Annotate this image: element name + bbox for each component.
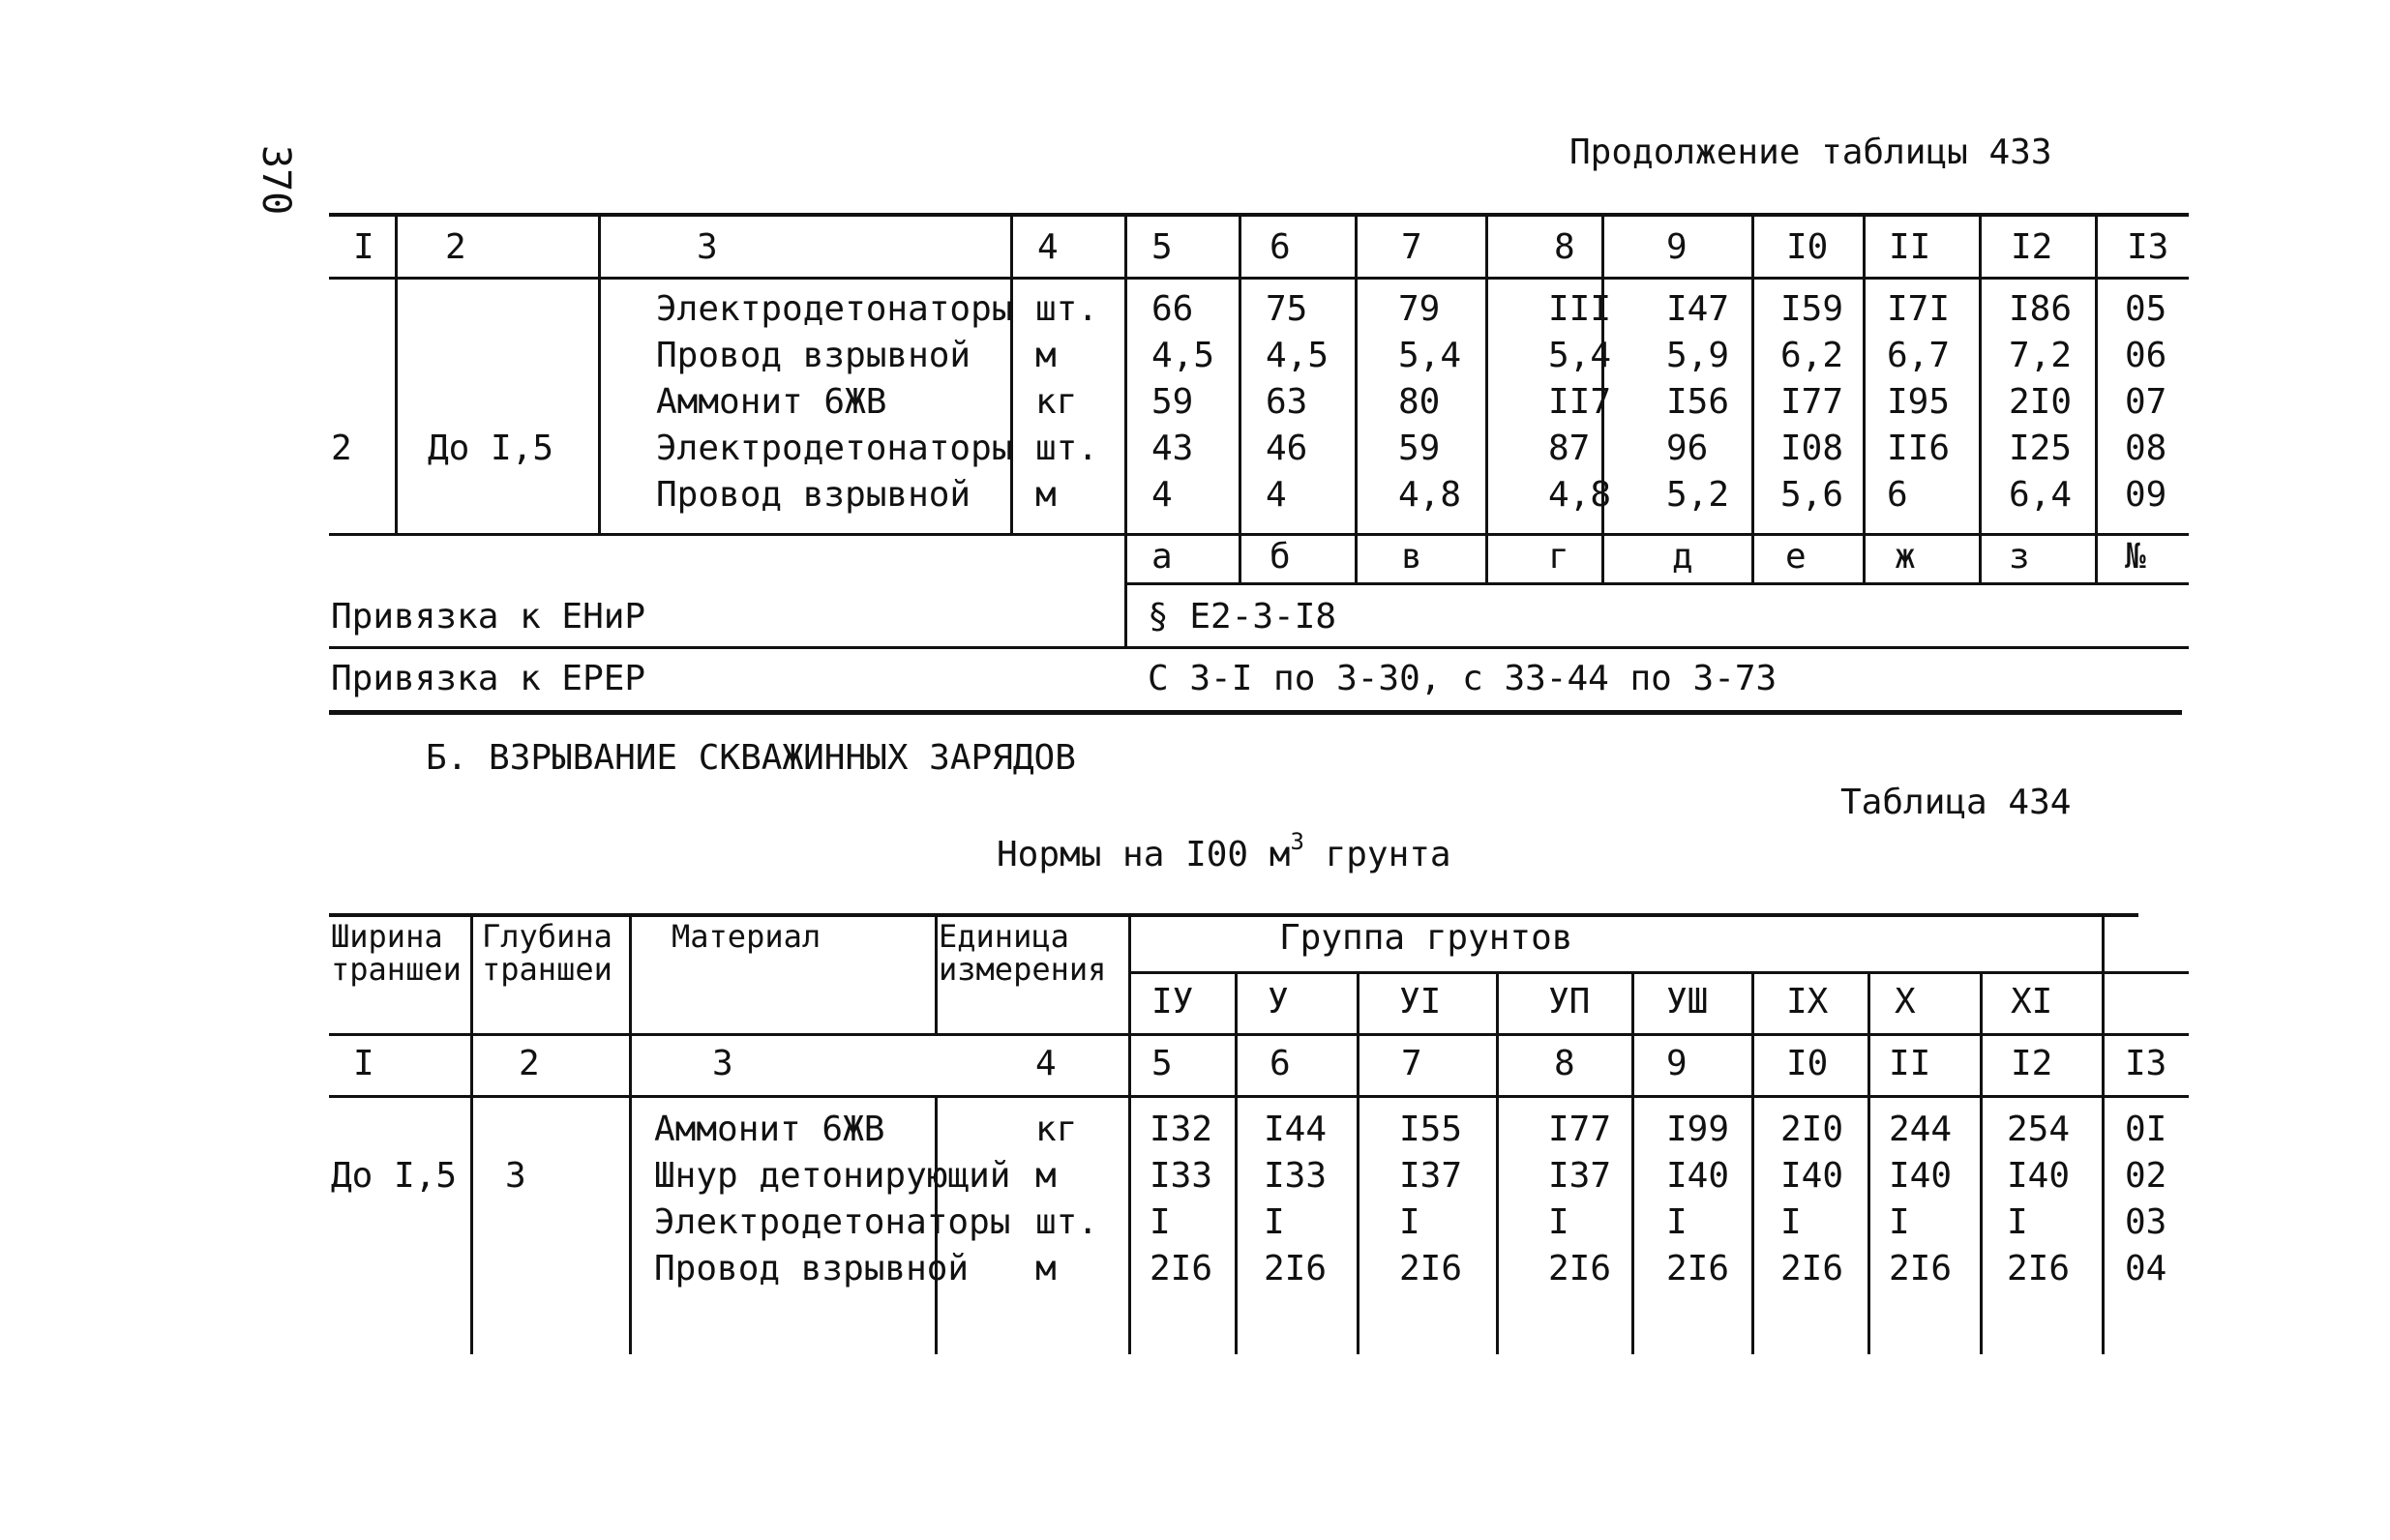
table-434-label: Таблица 434 bbox=[1840, 783, 2072, 822]
soil-group-label: IX bbox=[1786, 982, 1829, 1022]
column-number: II bbox=[1889, 1044, 1931, 1083]
row-code: 09 bbox=[2125, 475, 2167, 515]
section-b-title: Б. ВЗРЫВАНИЕ СКВАЖИННЫХ ЗАРЯДОВ bbox=[426, 738, 1076, 778]
column-number: 5 bbox=[1151, 227, 1173, 267]
row-code: 04 bbox=[2125, 1249, 2167, 1288]
column-number: 5 bbox=[1151, 1044, 1173, 1083]
table-cell: I40 bbox=[1889, 1156, 1953, 1196]
table-cell: 2I6 bbox=[1889, 1249, 1953, 1288]
table-cell: 75 bbox=[1266, 289, 1308, 329]
column-number: 7 bbox=[1401, 1044, 1422, 1083]
table-cell: I bbox=[1780, 1202, 1802, 1242]
table-rule-horizontal bbox=[329, 213, 2189, 217]
column-letter: г bbox=[1548, 537, 1569, 577]
table-rule-vertical bbox=[935, 915, 938, 1035]
unit-cell: м bbox=[1035, 336, 1057, 375]
soil-group-label: XI bbox=[2011, 982, 2053, 1022]
binding-enir-label: Привязка к ЕНиР bbox=[331, 597, 646, 637]
table-cell: 4 bbox=[1151, 475, 1173, 515]
row-code: 03 bbox=[2125, 1202, 2167, 1242]
table-rule-vertical bbox=[1867, 1035, 1870, 1097]
table-rule-vertical bbox=[1631, 1097, 1634, 1354]
table-cell: I7I bbox=[1887, 289, 1951, 329]
table-rule-vertical bbox=[1751, 973, 1754, 1035]
table-cell: 80 bbox=[1398, 382, 1441, 422]
soil-group-label: УП bbox=[1548, 982, 1591, 1022]
material-name: Провод взрывной bbox=[656, 336, 971, 375]
table-rule-vertical bbox=[470, 1035, 473, 1097]
table-cell: 7,2 bbox=[2009, 336, 2073, 375]
unit-cell: кг bbox=[1035, 1110, 1078, 1149]
table-rule-vertical bbox=[1235, 973, 1238, 1035]
table-rule-vertical bbox=[1239, 215, 1241, 584]
header-width-l1: Ширина bbox=[331, 918, 443, 955]
table-cell: 2I0 bbox=[2009, 382, 2073, 422]
table-cell: I33 bbox=[1264, 1156, 1328, 1196]
table-rule-vertical bbox=[1867, 1097, 1870, 1354]
table-cell: 66 bbox=[1151, 289, 1194, 329]
norms-title bbox=[997, 828, 1451, 874]
table-cell: 4,5 bbox=[1266, 336, 1329, 375]
row-code: 08 bbox=[2125, 429, 2167, 468]
table-cell: I37 bbox=[1399, 1156, 1463, 1196]
material-name: Электродетонаторы bbox=[656, 289, 1013, 329]
header-depth-l1: Глубина bbox=[482, 918, 612, 955]
table-cell: I bbox=[1666, 1202, 1688, 1242]
table-rule-vertical bbox=[470, 915, 473, 1035]
column-number: 6 bbox=[1270, 227, 1291, 267]
depth-value: 3 bbox=[505, 1156, 526, 1196]
header-depth-l2: траншеи bbox=[482, 951, 612, 988]
header-unit-l1: Единица bbox=[939, 918, 1069, 955]
table-cell: I95 bbox=[1887, 382, 1951, 422]
soil-group-label: УШ bbox=[1666, 982, 1709, 1022]
table-cell: 5,4 bbox=[1548, 336, 1612, 375]
table-rule-vertical bbox=[2095, 215, 2098, 584]
table-rule-vertical bbox=[1128, 1035, 1131, 1097]
table-rule-vertical bbox=[1980, 1035, 1983, 1097]
norms-title-prefix: Нормы на I00 м bbox=[997, 835, 1291, 874]
column-number: I bbox=[353, 227, 374, 267]
column-number: 2 bbox=[445, 227, 466, 267]
table-rule-vertical bbox=[1355, 215, 1358, 584]
table-cell: 2I6 bbox=[2007, 1249, 2071, 1288]
column-number: 4 bbox=[1037, 227, 1059, 267]
table-rule-vertical bbox=[1010, 215, 1013, 535]
table-433-caption: Продолжение таблицы 433 bbox=[1569, 133, 2052, 172]
column-number: I3 bbox=[2127, 227, 2169, 267]
table-cell: I55 bbox=[1399, 1110, 1463, 1149]
table-cell: 6,4 bbox=[2009, 475, 2073, 515]
header-width-l2: траншеи bbox=[331, 951, 462, 988]
table-cell: I bbox=[1264, 1202, 1285, 1242]
width-label: До I,5 bbox=[428, 429, 554, 468]
table-rule-vertical bbox=[598, 215, 601, 535]
table-cell: 6,2 bbox=[1780, 336, 1844, 375]
table-cell: I bbox=[2007, 1202, 2028, 1242]
column-letter: а bbox=[1151, 537, 1173, 577]
norms-title-suffix: грунта bbox=[1303, 835, 1451, 874]
row-code: 07 bbox=[2125, 382, 2167, 422]
column-number: 8 bbox=[1554, 1044, 1575, 1083]
material-name: Электродетонаторы bbox=[654, 1202, 1011, 1242]
table-cell: 79 bbox=[1398, 289, 1441, 329]
table-rule-horizontal bbox=[329, 533, 2189, 536]
table-rule-horizontal bbox=[329, 1033, 2189, 1036]
binding-enir-value: § Е2-3-I8 bbox=[1148, 597, 1337, 637]
header-soil-group: Группа грунтов bbox=[1279, 918, 1573, 958]
column-number: 8 bbox=[1554, 227, 1575, 267]
table-rule-vertical bbox=[1496, 1097, 1499, 1354]
table-cell: 87 bbox=[1548, 429, 1591, 468]
column-number: 6 bbox=[1270, 1044, 1291, 1083]
table-rule-vertical bbox=[1863, 215, 1866, 584]
table-rule-horizontal bbox=[329, 277, 2189, 280]
table-rule-vertical bbox=[1751, 1035, 1754, 1097]
norms-title-sup: 3 bbox=[1290, 828, 1304, 855]
table-cell: 2I6 bbox=[1399, 1249, 1463, 1288]
column-number: I0 bbox=[1786, 1044, 1829, 1083]
table-rule-vertical bbox=[1751, 1097, 1754, 1354]
table-rule-vertical bbox=[1124, 584, 1127, 646]
table-cell: 2I6 bbox=[1548, 1249, 1612, 1288]
column-number: 4 bbox=[1035, 1044, 1057, 1083]
column-letter: ж bbox=[1895, 537, 1916, 577]
table-cell: I bbox=[1150, 1202, 1171, 1242]
table-rule-vertical bbox=[1485, 215, 1488, 584]
unit-cell: шт. bbox=[1035, 1202, 1099, 1242]
table-cell: 59 bbox=[1151, 382, 1194, 422]
table-cell: 4,8 bbox=[1548, 475, 1612, 515]
table-cell: I08 bbox=[1780, 429, 1844, 468]
table-rule-vertical bbox=[1496, 973, 1499, 1035]
row-code: 0I bbox=[2125, 1110, 2167, 1149]
header-material: Материал bbox=[672, 918, 822, 955]
table-rule-horizontal bbox=[329, 1095, 2189, 1098]
table-cell: 96 bbox=[1666, 429, 1709, 468]
table-rule-vertical bbox=[629, 1097, 632, 1354]
material-name: Аммонит 6ЖВ bbox=[654, 1110, 885, 1149]
table-rule-vertical bbox=[629, 915, 632, 1035]
table-cell: 5,9 bbox=[1666, 336, 1730, 375]
table-cell: I56 bbox=[1666, 382, 1730, 422]
table-rule-vertical bbox=[1235, 1035, 1238, 1097]
column-number: 2 bbox=[519, 1044, 540, 1083]
table-rule-vertical bbox=[1979, 215, 1982, 584]
table-cell: 63 bbox=[1266, 382, 1308, 422]
material-name: Аммонит 6ЖВ bbox=[656, 382, 887, 422]
table-cell: I77 bbox=[1780, 382, 1844, 422]
table-cell: 6,7 bbox=[1887, 336, 1951, 375]
table-cell: 2I6 bbox=[1780, 1249, 1844, 1288]
unit-cell: кг bbox=[1035, 382, 1078, 422]
table-rule-vertical bbox=[2102, 1097, 2105, 1354]
table-cell: 2I6 bbox=[1666, 1249, 1730, 1288]
unit-cell: м bbox=[1035, 1249, 1057, 1288]
unit-cell: м bbox=[1035, 475, 1057, 515]
table-cell: 6 bbox=[1887, 475, 1908, 515]
column-number: 9 bbox=[1666, 1044, 1688, 1083]
column-number: 3 bbox=[697, 227, 718, 267]
header-unit-l2: измерения bbox=[939, 951, 1107, 988]
column-number: 9 bbox=[1666, 227, 1688, 267]
table-rule-vertical bbox=[2102, 915, 2105, 1035]
table-rule-vertical bbox=[1357, 973, 1359, 1035]
table-cell: 4 bbox=[1266, 475, 1287, 515]
table-rule-vertical bbox=[395, 215, 398, 535]
column-letter: № bbox=[2125, 537, 2146, 577]
table-cell: I59 bbox=[1780, 289, 1844, 329]
unit-cell: м bbox=[1035, 1156, 1057, 1196]
table-cell: 4,8 bbox=[1398, 475, 1462, 515]
table-cell: 4,5 bbox=[1151, 336, 1215, 375]
table-cell: 5,6 bbox=[1780, 475, 1844, 515]
material-name: Электродетонаторы bbox=[656, 429, 1013, 468]
table-rule-vertical bbox=[1128, 915, 1131, 1035]
table-cell: I bbox=[1548, 1202, 1569, 1242]
table-cell: I37 bbox=[1548, 1156, 1612, 1196]
row-code: 06 bbox=[2125, 336, 2167, 375]
table-cell: 254 bbox=[2007, 1110, 2071, 1149]
table-rule-vertical bbox=[1496, 1035, 1499, 1097]
table-cell: I40 bbox=[2007, 1156, 2071, 1196]
row-code: 02 bbox=[2125, 1156, 2167, 1196]
unit-cell: шт. bbox=[1035, 289, 1099, 329]
table-rule-vertical bbox=[629, 1035, 632, 1097]
column-number: I bbox=[353, 1044, 374, 1083]
material-name: Провод взрывной bbox=[656, 475, 971, 515]
table-rule-vertical bbox=[1867, 973, 1870, 1035]
table-cell: I40 bbox=[1666, 1156, 1730, 1196]
table-cell: 2I0 bbox=[1780, 1110, 1844, 1149]
table-cell: 59 bbox=[1398, 429, 1441, 468]
table-rule-horizontal bbox=[1124, 582, 2189, 585]
table-cell: I bbox=[1889, 1202, 1910, 1242]
table-rule-vertical bbox=[470, 1097, 473, 1354]
table-cell: I99 bbox=[1666, 1110, 1730, 1149]
table-rule-vertical bbox=[1357, 1035, 1359, 1097]
page-number: 370 bbox=[254, 145, 298, 216]
table-cell: III bbox=[1548, 289, 1612, 329]
table-rule-vertical bbox=[1128, 1097, 1131, 1354]
table-rule-vertical bbox=[2102, 1035, 2105, 1097]
table-rule-horizontal bbox=[329, 646, 2189, 649]
table-rule-vertical bbox=[1751, 215, 1754, 584]
material-name: Шнур детонирующий bbox=[654, 1156, 1011, 1196]
column-number: 7 bbox=[1401, 227, 1422, 267]
soil-group-label: X bbox=[1895, 982, 1916, 1022]
table-cell: 43 bbox=[1151, 429, 1194, 468]
column-number: II bbox=[1889, 227, 1931, 267]
soil-group-label: IУ bbox=[1151, 982, 1194, 1022]
table-cell: I47 bbox=[1666, 289, 1730, 329]
table-cell: 5,4 bbox=[1398, 336, 1462, 375]
table-cell: I33 bbox=[1150, 1156, 1213, 1196]
column-letter: б bbox=[1270, 537, 1291, 577]
table-cell: I44 bbox=[1264, 1110, 1328, 1149]
column-number: I2 bbox=[2011, 1044, 2053, 1083]
column-letter: з bbox=[2009, 537, 2030, 577]
unit-cell: шт. bbox=[1035, 429, 1099, 468]
column-number: I0 bbox=[1786, 227, 1829, 267]
table-cell: I86 bbox=[2009, 289, 2073, 329]
row-number: 2 bbox=[331, 429, 352, 468]
soil-group-label: УI bbox=[1399, 982, 1442, 1022]
table-rule-horizontal bbox=[329, 913, 2138, 917]
table-cell: I77 bbox=[1548, 1110, 1612, 1149]
table-cell: 244 bbox=[1889, 1110, 1953, 1149]
table-cell: 5,2 bbox=[1666, 475, 1730, 515]
table-rule-vertical bbox=[1980, 1097, 1983, 1354]
binding-erer-value: С 3-I по 3-30, с 33-44 по 3-73 bbox=[1148, 659, 1778, 698]
table-rule-vertical bbox=[1631, 973, 1634, 1035]
column-number: I2 bbox=[2011, 227, 2053, 267]
column-letter: в bbox=[1401, 537, 1422, 577]
column-letter: е bbox=[1785, 537, 1807, 577]
row-code: 05 bbox=[2125, 289, 2167, 329]
table-rule-vertical bbox=[1357, 1097, 1359, 1354]
column-number: 3 bbox=[712, 1044, 733, 1083]
width-value: До I,5 bbox=[331, 1156, 458, 1196]
table-rule-horizontal bbox=[1128, 971, 2189, 974]
column-number: I3 bbox=[2125, 1044, 2167, 1083]
soil-group-label: У bbox=[1268, 982, 1289, 1022]
table-cell: II7 bbox=[1548, 382, 1612, 422]
table-cell: 2I6 bbox=[1150, 1249, 1213, 1288]
column-letter: д bbox=[1672, 537, 1693, 577]
table-cell: 2I6 bbox=[1264, 1249, 1328, 1288]
table-cell: I bbox=[1399, 1202, 1420, 1242]
table-rule-vertical bbox=[1631, 1035, 1634, 1097]
table-rule-horizontal bbox=[329, 710, 2182, 715]
table-cell: 46 bbox=[1266, 429, 1308, 468]
table-rule-vertical bbox=[1980, 973, 1983, 1035]
table-rule-vertical bbox=[1235, 1097, 1238, 1354]
table-cell: I25 bbox=[2009, 429, 2073, 468]
binding-erer-label: Привязка к ЕРЕР bbox=[331, 659, 646, 698]
table-cell: I32 bbox=[1150, 1110, 1213, 1149]
table-cell: II6 bbox=[1887, 429, 1951, 468]
table-rule-vertical bbox=[1124, 215, 1127, 584]
table-cell: I40 bbox=[1780, 1156, 1844, 1196]
material-name: Провод взрывной bbox=[654, 1249, 970, 1288]
